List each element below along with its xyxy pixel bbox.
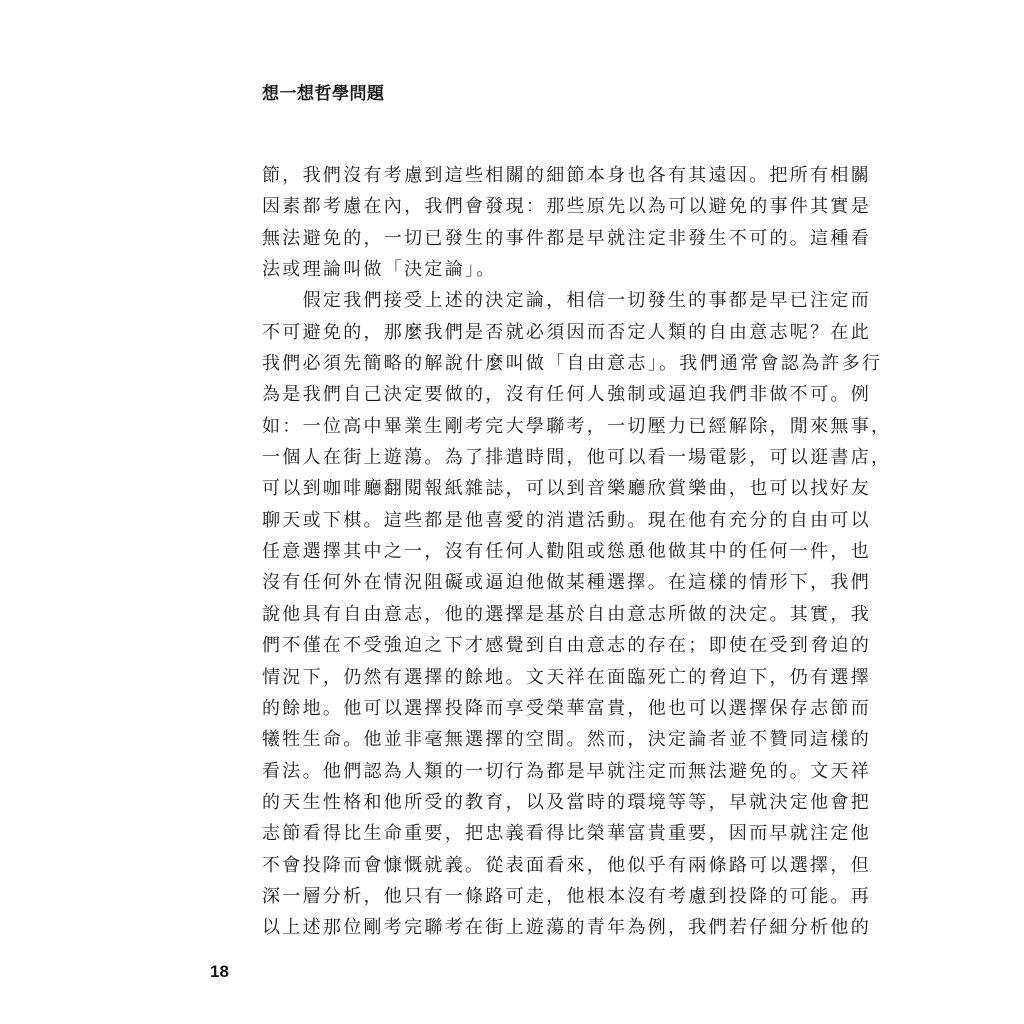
text-line: 法或理論叫做「決定論」。 xyxy=(262,259,497,281)
text-line: 們不僅在不受強迫之下才感覺到自由意志的存在；即使在受到脅迫的 xyxy=(262,635,871,657)
text-line: 說他具有自由意志，他的選擇是基於自由意志所做的決定。其實，我 xyxy=(262,603,871,625)
text-line: 的餘地。他可以選擇投降而享受榮華富貴，他也可以選擇保存志節而 xyxy=(262,697,871,719)
text-line: 一個人在街上遊蕩。為了排遣時間，他可以看一場電影，可以逛書店， xyxy=(262,447,892,469)
text-line: 無法避免的，一切已發生的事件都是早就注定非發生不可的。這種看 xyxy=(262,227,871,249)
text-line: 假定我們接受上述的決定論，相信一切發生的事都是早已注定而 xyxy=(262,290,871,312)
text-line: 不會投降而會慷慨就義。從表面看來，他似乎有兩條路可以選擇，但 xyxy=(262,854,871,876)
text-line: 因素都考慮在內，我們會發現：那些原先以為可以避免的事件其實是 xyxy=(262,196,871,218)
text-line: 聊天或下棋。這些都是他喜愛的消遣活動。現在他有充分的自由可以 xyxy=(262,509,871,531)
body-text xyxy=(262,160,892,944)
text-line: 情況下，仍然有選擇的餘地。文天祥在面臨死亡的脅迫下，仍有選擇 xyxy=(262,666,871,688)
text-line: 任意選擇其中之一，沒有任何人勸阻或慫恿他做其中的任何一件，也 xyxy=(262,541,871,563)
text-line: 犧牲生命。他並非毫無選擇的空間。然而，決定論者並不贊同這樣的 xyxy=(262,729,871,751)
text-line: 為是我們自己決定要做的，沒有任何人強制或逼迫我們非做不可。例 xyxy=(262,384,871,406)
text-line: 沒有任何外在情況阻礙或逼迫他做某種選擇。在這樣的情形下，我們 xyxy=(262,572,871,594)
running-head: 想一想哲學問題 xyxy=(262,84,385,104)
text-line: 不可避免的，那麼我們是否就必須因而否定人類的自由意志呢？在此 xyxy=(262,321,871,343)
text-line: 志節看得比生命重要，把忠義看得比榮華富貴重要，因而早就注定他 xyxy=(262,823,871,845)
text-line: 可以到咖啡廳翻閱報紙雜誌，可以到音樂廳欣賞樂曲，也可以找好友 xyxy=(262,478,871,500)
text-line: 我們必須先簡略的解說什麼叫做「自由意志」。我們通常會認為許多行 xyxy=(262,353,883,375)
text-line: 看法。他們認為人類的一切行為都是早就注定而無法避免的。文天祥 xyxy=(262,760,871,782)
text-line: 深一層分析，他只有一條路可走，他根本沒有考慮到投降的可能。再 xyxy=(262,885,871,907)
text-line: 節，我們沒有考慮到這些相關的細節本身也各有其遠因。把所有相關 xyxy=(262,165,871,186)
text-line: 以上述那位剛考完聯考在街上遊蕩的青年為例，我們若仔細分析他的 xyxy=(262,917,871,939)
text-line: 如：一位高中畢業生剛考完大學聯考，一切壓力已經解除，閒來無事， xyxy=(262,415,892,437)
text-line: 的天生性格和他所受的教育，以及當時的環境等等，早就決定他會把 xyxy=(262,791,871,813)
page-number: 18 xyxy=(210,962,229,981)
